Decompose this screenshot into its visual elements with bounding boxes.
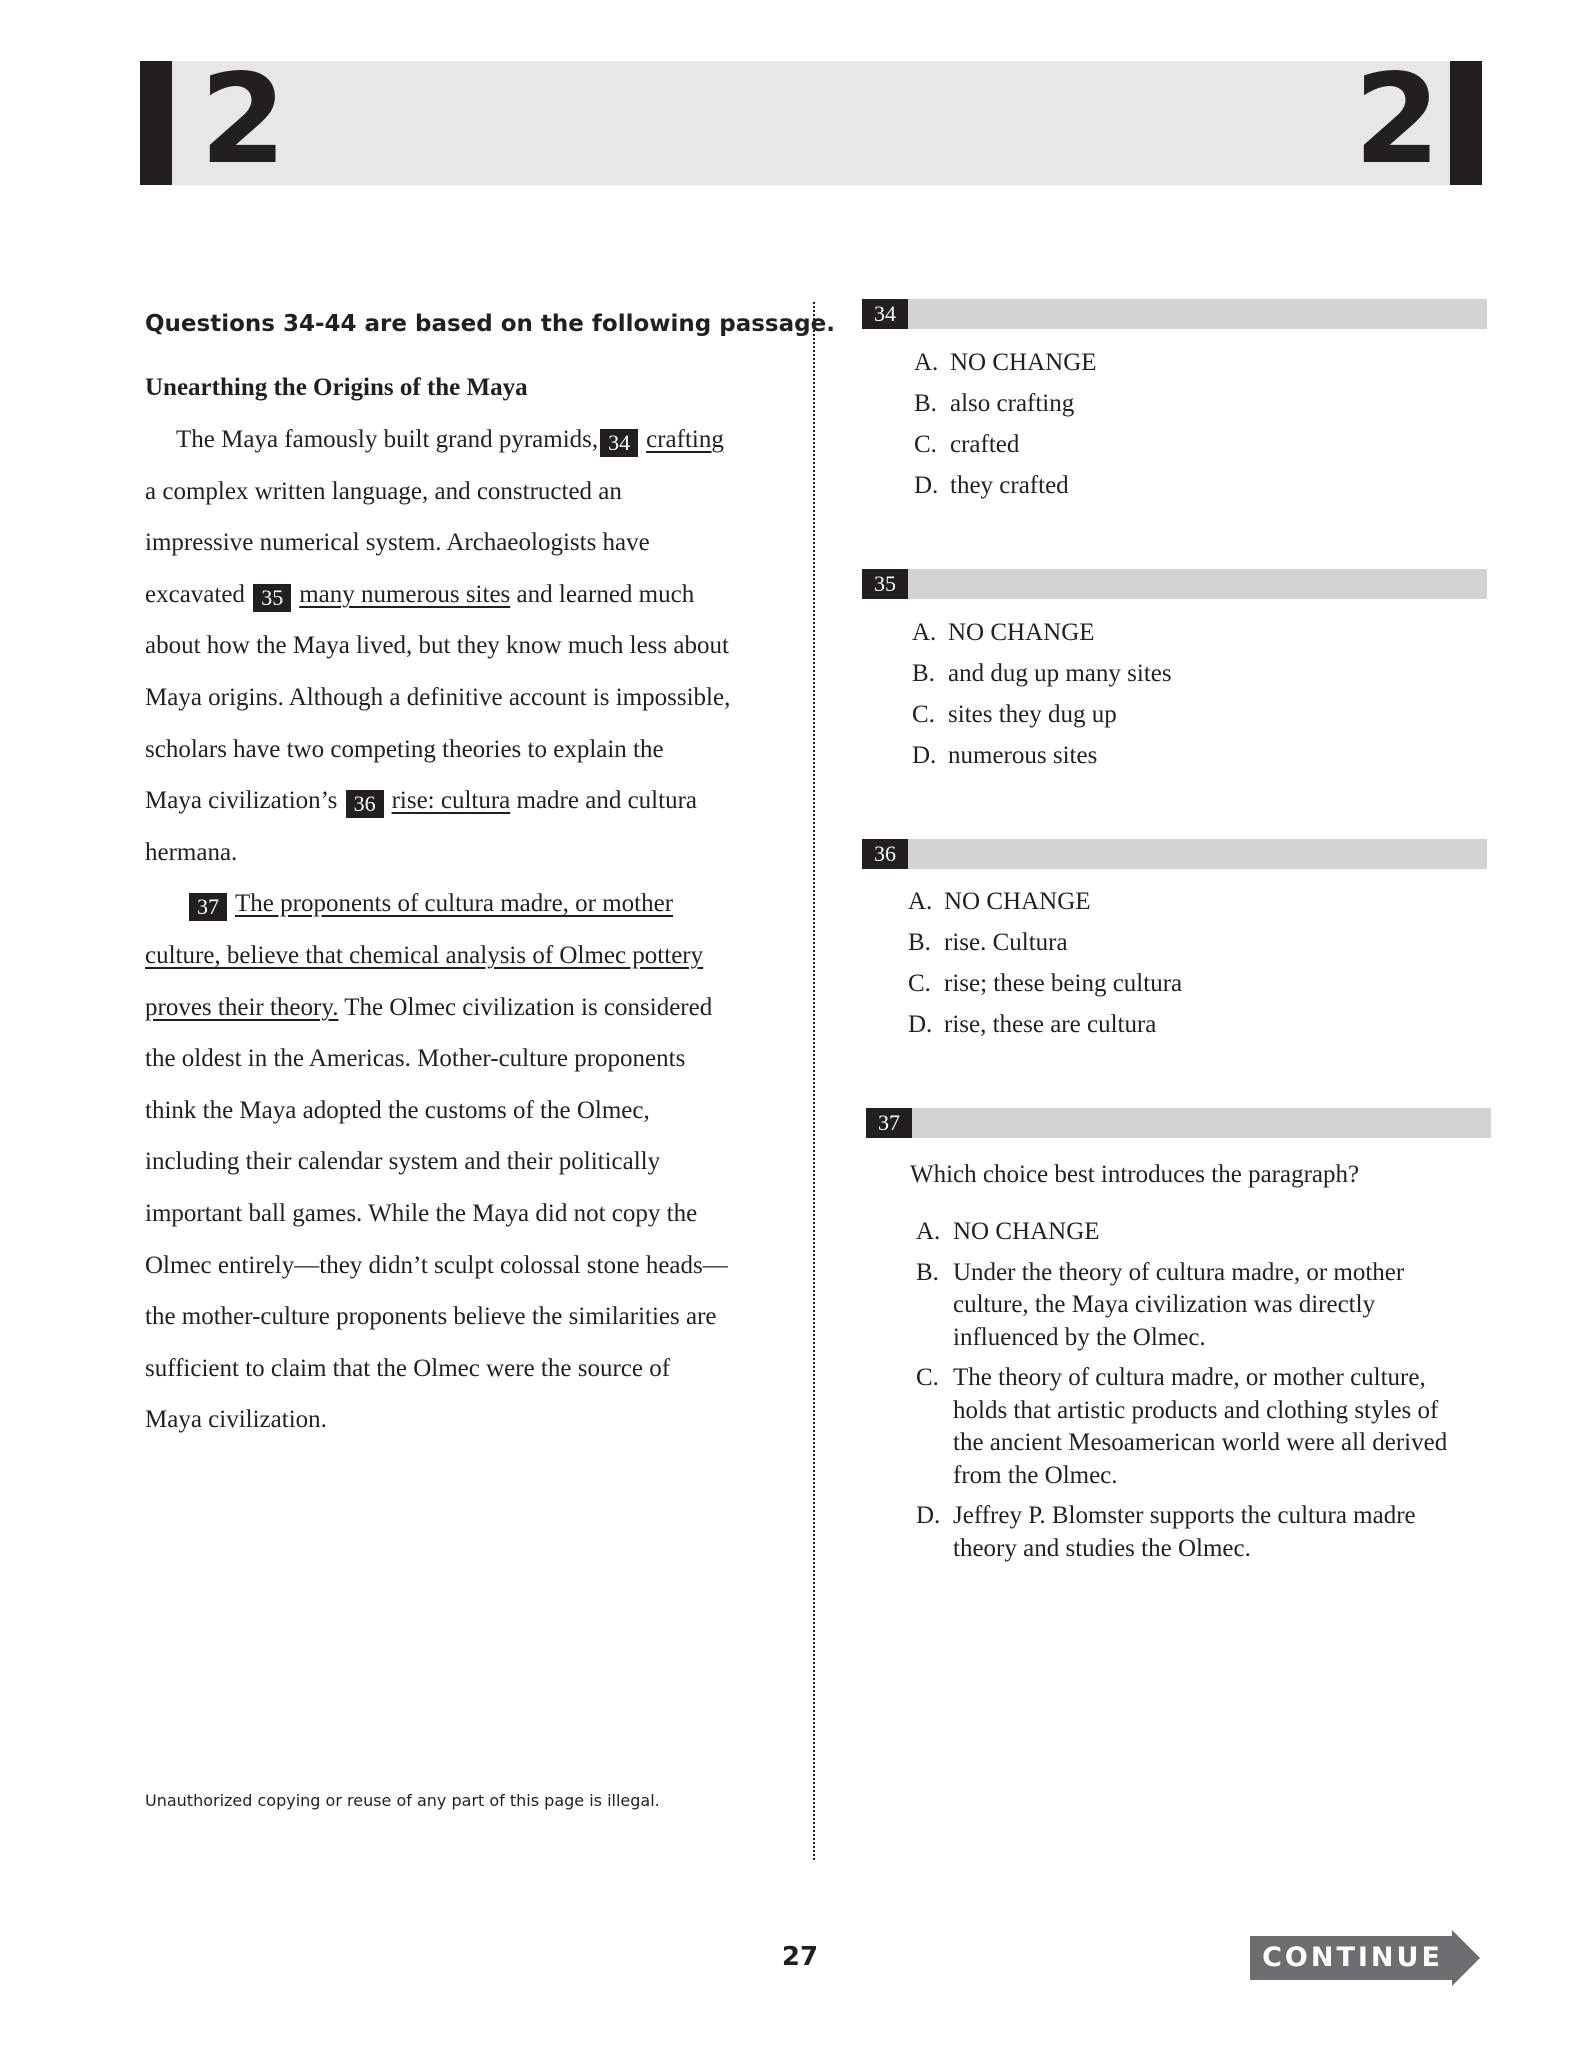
passage-line: about how the Maya lived, but they know much less about bbox=[145, 632, 729, 660]
passage-text: excavated bbox=[145, 580, 245, 608]
continue-button[interactable] bbox=[1250, 1930, 1480, 1986]
choice-letter: D. bbox=[916, 1502, 941, 1529]
answer-choice-36b[interactable] bbox=[908, 922, 1182, 963]
choice-text: numerous sites bbox=[948, 742, 1098, 769]
passage-line: including their calendar system and their politically bbox=[145, 1148, 661, 1176]
choice-text: NO CHANGE bbox=[944, 888, 1091, 915]
choice-text: NO CHANGE bbox=[948, 619, 1095, 646]
passage-line bbox=[145, 569, 730, 621]
answer-choice-35c[interactable] bbox=[912, 694, 1172, 735]
choice-text: crafted bbox=[950, 431, 1020, 458]
question-marker-37[interactable]: 37 bbox=[189, 893, 227, 921]
choice-text: rise, these are cultura bbox=[944, 1011, 1157, 1038]
passage-text: and learned much bbox=[516, 580, 695, 608]
section-header-left-bar bbox=[140, 61, 172, 185]
answer-choice-37d[interactable] bbox=[916, 1500, 1473, 1565]
underlined-portion-37[interactable]: The proponents of cultura madre, or mother bbox=[235, 890, 674, 918]
choice-text: also crafting bbox=[950, 390, 1075, 417]
answer-choice-35d[interactable] bbox=[912, 735, 1172, 776]
passage-line: impressive numerical system. Archaeologists have bbox=[145, 529, 650, 557]
answer-choice-36a[interactable] bbox=[908, 881, 1182, 922]
question-marker-35[interactable]: 35 bbox=[253, 584, 291, 612]
section-number-left: 2 bbox=[200, 48, 287, 192]
passage-line bbox=[145, 930, 730, 982]
choice-letter: B. bbox=[914, 390, 937, 417]
passage-line: think the Maya adopted the customs of the Olmec, bbox=[145, 1096, 650, 1124]
continue-label: CONTINUE bbox=[1262, 1942, 1443, 1973]
passage-line bbox=[145, 878, 730, 930]
passage-title: Unearthing the Origins of the Maya bbox=[145, 374, 528, 401]
choice-text: Under the theory of cultura madre, or mother culture, the Maya civilization was directly influenced by the Olmec. bbox=[953, 1258, 1405, 1351]
answer-choice-34c[interactable] bbox=[914, 424, 1097, 465]
choice-text: sites they dug up bbox=[948, 701, 1117, 728]
choice-letter: A. bbox=[912, 619, 937, 646]
passage-line bbox=[145, 775, 730, 827]
choice-text: rise. Cultura bbox=[944, 929, 1068, 956]
choice-letter: A. bbox=[916, 1218, 941, 1245]
answer-choices-35 bbox=[912, 612, 1172, 776]
answer-choices-34 bbox=[914, 342, 1097, 506]
choice-text: NO CHANGE bbox=[953, 1218, 1100, 1245]
answer-choice-34d[interactable] bbox=[914, 465, 1097, 506]
choice-letter: A. bbox=[908, 888, 933, 915]
question-number-37: 37 bbox=[866, 1108, 912, 1138]
choice-letter: C. bbox=[916, 1364, 939, 1391]
passage-line: Olmec entirely—they didn’t sculpt colossal stone heads— bbox=[145, 1251, 728, 1279]
choice-letter: D. bbox=[908, 1011, 933, 1038]
choice-text: Jeffrey P. Blomster supports the cultura madre theory and studies the Olmec. bbox=[953, 1502, 1416, 1562]
passage-text: madre and cultura bbox=[516, 787, 697, 815]
answer-choice-37c[interactable] bbox=[916, 1362, 1473, 1492]
choice-text: they crafted bbox=[950, 472, 1069, 499]
choice-text: rise; these being cultura bbox=[944, 970, 1183, 997]
passage-line: important ball games. While the Maya did not copy the bbox=[145, 1199, 698, 1227]
question-header-36 bbox=[862, 839, 1487, 869]
underlined-portion-37[interactable]: proves their theory. bbox=[145, 993, 339, 1021]
answer-choice-35b[interactable] bbox=[912, 653, 1172, 694]
section-header-right-bar bbox=[1450, 61, 1482, 185]
answer-choices-36 bbox=[908, 881, 1182, 1045]
copyright-notice: Unauthorized copying or reuse of any part of this page is illegal. bbox=[145, 1791, 660, 1810]
question-header-35 bbox=[862, 569, 1487, 599]
passage-line: hermana. bbox=[145, 838, 238, 866]
choice-text: The theory of cultura madre, or mother culture, holds that artistic products and clothing styles of the ancient Mesoamerican world were all derived from the Olmec. bbox=[953, 1364, 1448, 1489]
passage-line: Maya origins. Although a definitive account is impossible, bbox=[145, 683, 731, 711]
question-number-34: 34 bbox=[862, 299, 908, 329]
answer-choice-35a[interactable] bbox=[912, 612, 1172, 653]
question-header-34 bbox=[862, 299, 1487, 329]
passage-line: a complex written language, and constructed an bbox=[145, 477, 622, 505]
answer-choice-36c[interactable] bbox=[908, 963, 1182, 1004]
underlined-portion-37[interactable]: culture, believe that chemical analysis of Olmec pottery bbox=[145, 941, 704, 969]
choice-text: and dug up many sites bbox=[948, 660, 1172, 687]
page-number: 27 bbox=[781, 1942, 819, 1972]
question-number-35: 35 bbox=[862, 569, 908, 599]
section-number-right: 2 bbox=[1354, 48, 1441, 192]
choice-letter: C. bbox=[914, 431, 937, 458]
underlined-portion-36[interactable]: rise: cultura bbox=[391, 787, 511, 815]
passage-line: the mother-culture proponents believe the similarities are bbox=[145, 1303, 717, 1331]
passage-line: sufficient to claim that the Olmec were the source of bbox=[145, 1354, 671, 1382]
underlined-portion-35[interactable]: many numerous sites bbox=[299, 580, 511, 608]
passage-line bbox=[145, 982, 730, 1034]
passage-text: The Olmec civilization is considered bbox=[344, 993, 713, 1021]
choice-letter: B. bbox=[908, 929, 931, 956]
passage-text: The Maya famously built grand pyramids, bbox=[176, 426, 599, 453]
answer-choices-37 bbox=[916, 1216, 1473, 1573]
passage-body bbox=[145, 414, 730, 1446]
answer-choice-34a[interactable] bbox=[914, 342, 1097, 383]
passage-line: the oldest in the Americas. Mother-culture proponents bbox=[145, 1045, 686, 1073]
section-header-band bbox=[140, 61, 1482, 185]
column-divider bbox=[813, 302, 815, 1860]
passage-line: scholars have two competing theories to explain the bbox=[145, 735, 664, 763]
underlined-portion-34[interactable]: crafting bbox=[646, 426, 724, 453]
choice-letter: A. bbox=[914, 349, 939, 376]
passage-line bbox=[145, 414, 730, 466]
passage-line: Maya civilization. bbox=[145, 1406, 327, 1434]
answer-choice-37b[interactable] bbox=[916, 1257, 1473, 1355]
choice-letter: D. bbox=[912, 742, 937, 769]
answer-choice-34b[interactable] bbox=[914, 383, 1097, 424]
choice-letter: C. bbox=[912, 701, 935, 728]
choice-text: NO CHANGE bbox=[950, 349, 1097, 376]
answer-choice-37a[interactable] bbox=[916, 1216, 1473, 1249]
question-number-36: 36 bbox=[862, 839, 908, 869]
passage-intro: Questions 34-44 are based on the following passage. bbox=[145, 311, 835, 337]
question-header-37 bbox=[866, 1108, 1491, 1138]
question-prompt-37: Which choice best introduces the paragraph? bbox=[910, 1161, 1360, 1188]
choice-letter: C. bbox=[908, 970, 931, 997]
answer-choice-36d[interactable] bbox=[908, 1004, 1182, 1045]
passage-text: Maya civilization’s bbox=[145, 787, 338, 815]
choice-letter: D. bbox=[914, 472, 939, 499]
choice-letter: B. bbox=[916, 1258, 939, 1286]
choice-letter: B. bbox=[912, 660, 935, 687]
question-marker-36[interactable]: 36 bbox=[346, 790, 384, 818]
question-marker-34[interactable]: 34 bbox=[600, 429, 638, 457]
